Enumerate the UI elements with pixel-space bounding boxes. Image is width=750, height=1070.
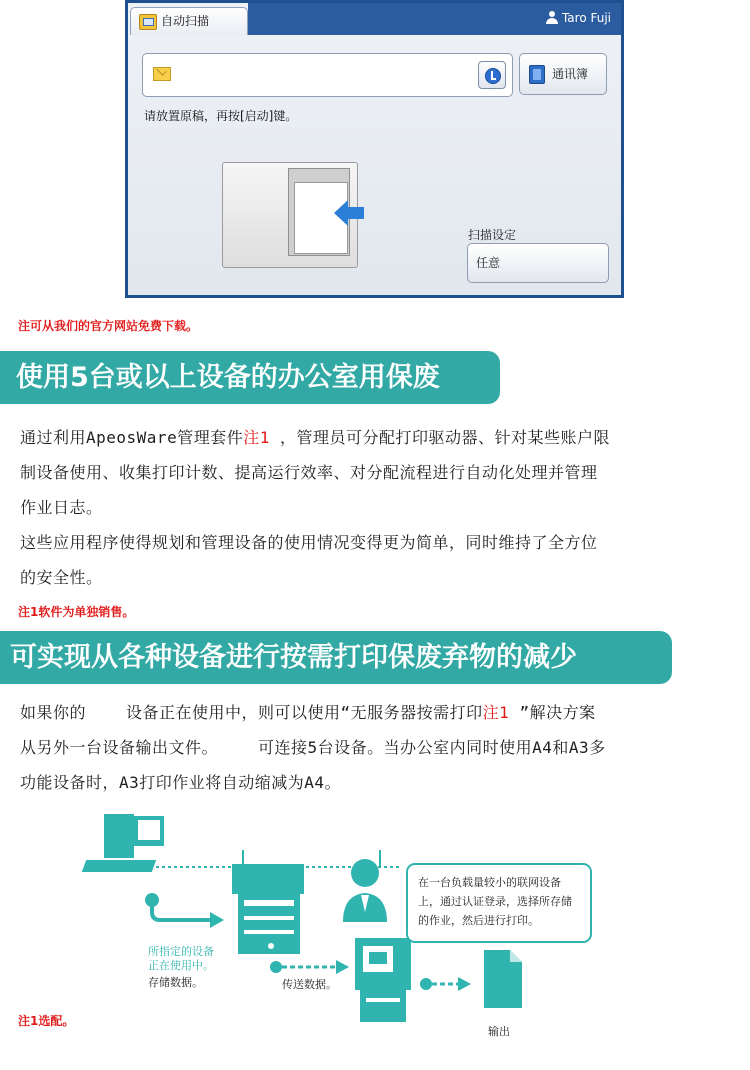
user-person-icon xyxy=(343,859,387,922)
user-indicator[interactable] xyxy=(546,11,611,25)
document-icon xyxy=(484,950,522,1008)
history-button[interactable] xyxy=(478,61,506,89)
s1-p2a: 这些应用程序使得规划和管理设备的使用情况变得更为简单，同时维持了全方位 xyxy=(20,533,598,552)
callout-box xyxy=(406,863,592,943)
section2-heading: 可实现从各种设备进行按需打印保废弃物的减少 xyxy=(0,631,672,684)
scan-settings-button[interactable] xyxy=(467,243,609,283)
busy-label-1: 所指定的设备 xyxy=(148,945,214,958)
scan-screen-panel xyxy=(125,0,624,298)
callout-line-3: 的作业，然后进行打印。 xyxy=(418,914,539,927)
address-book-label: 通讯簿 xyxy=(552,67,589,81)
s2-pa1: 如果你的 xyxy=(20,703,87,722)
transfer-data-label: 传送数据。 xyxy=(282,978,337,991)
tab-label: 自动扫描 xyxy=(161,14,210,28)
callout-line-2: 上，通过认证登录，选择所存储 xyxy=(418,895,572,908)
s1-note-ref: 注1 xyxy=(243,428,270,447)
print-flow-diagram xyxy=(0,800,750,1066)
diagram-graphics xyxy=(0,800,750,1066)
s2-pa2: 设备正在使用中，则可以使用“无服务器按需打印 xyxy=(126,703,483,722)
address-book-icon xyxy=(529,65,545,84)
busy-device-label xyxy=(148,945,214,973)
note-software: 注1软件为单独销售。 xyxy=(18,605,135,619)
s1-p1c: 制设备使用、收集打印计数、提高运行效率、对分配流程进行自动化处理并管理 xyxy=(20,463,598,482)
address-input[interactable] xyxy=(142,53,513,97)
tab-auto-scan[interactable] xyxy=(130,7,248,35)
output-label: 输出 xyxy=(488,1025,510,1038)
scan-settings-value: 任意 xyxy=(476,256,501,270)
s1-p1a: 通过利用ApeosWare管理套件 xyxy=(20,428,244,447)
address-book-button[interactable] xyxy=(519,53,607,95)
s2-pc: 功能设备时，A3打印作业将自动缩减为A4。 xyxy=(20,773,342,792)
user-icon xyxy=(546,11,558,24)
user-name: Taro Fuji xyxy=(561,11,611,25)
note-optional: 注1选配。 xyxy=(18,1014,75,1028)
mail-icon xyxy=(153,67,171,81)
section1-heading: 使用5台或以上设备的办公室用保废 xyxy=(0,351,500,404)
s1-p1b: ，管理员可分配打印驱动器、针对某些账户限 xyxy=(279,428,610,447)
auto-scan-icon xyxy=(139,14,157,30)
note-download: 注可从我们的官方网站免费下载。 xyxy=(18,319,199,333)
scanner-illustration xyxy=(222,156,356,268)
s2-pb2: 可连接5台设备。当办公室内同时使用A4和A3多 xyxy=(258,738,606,757)
section2-body xyxy=(20,695,740,800)
output-printer-icon xyxy=(355,938,411,1022)
s1-p1d: 作业日志。 xyxy=(20,498,103,517)
store-data-label: 存储数据。 xyxy=(148,976,203,989)
busy-printer-icon xyxy=(232,864,304,954)
instruction-text: 请放置原稿，再按[启动]键。 xyxy=(144,109,298,123)
scan-settings-label: 扫描设定 xyxy=(468,228,517,242)
s2-pa3: ”解决方案 xyxy=(519,703,596,722)
computer-icon xyxy=(82,814,164,872)
s2-note-ref: 注1 xyxy=(482,703,510,722)
s1-p2b: 的安全性。 xyxy=(20,568,103,587)
section1-body xyxy=(20,420,740,595)
busy-label-2: 正在使用中。 xyxy=(148,959,214,972)
s2-pb1: 从另外一台设备输出文件。 xyxy=(20,738,219,757)
callout-line-1: 在一台负载量较小的联网设备 xyxy=(418,876,561,889)
